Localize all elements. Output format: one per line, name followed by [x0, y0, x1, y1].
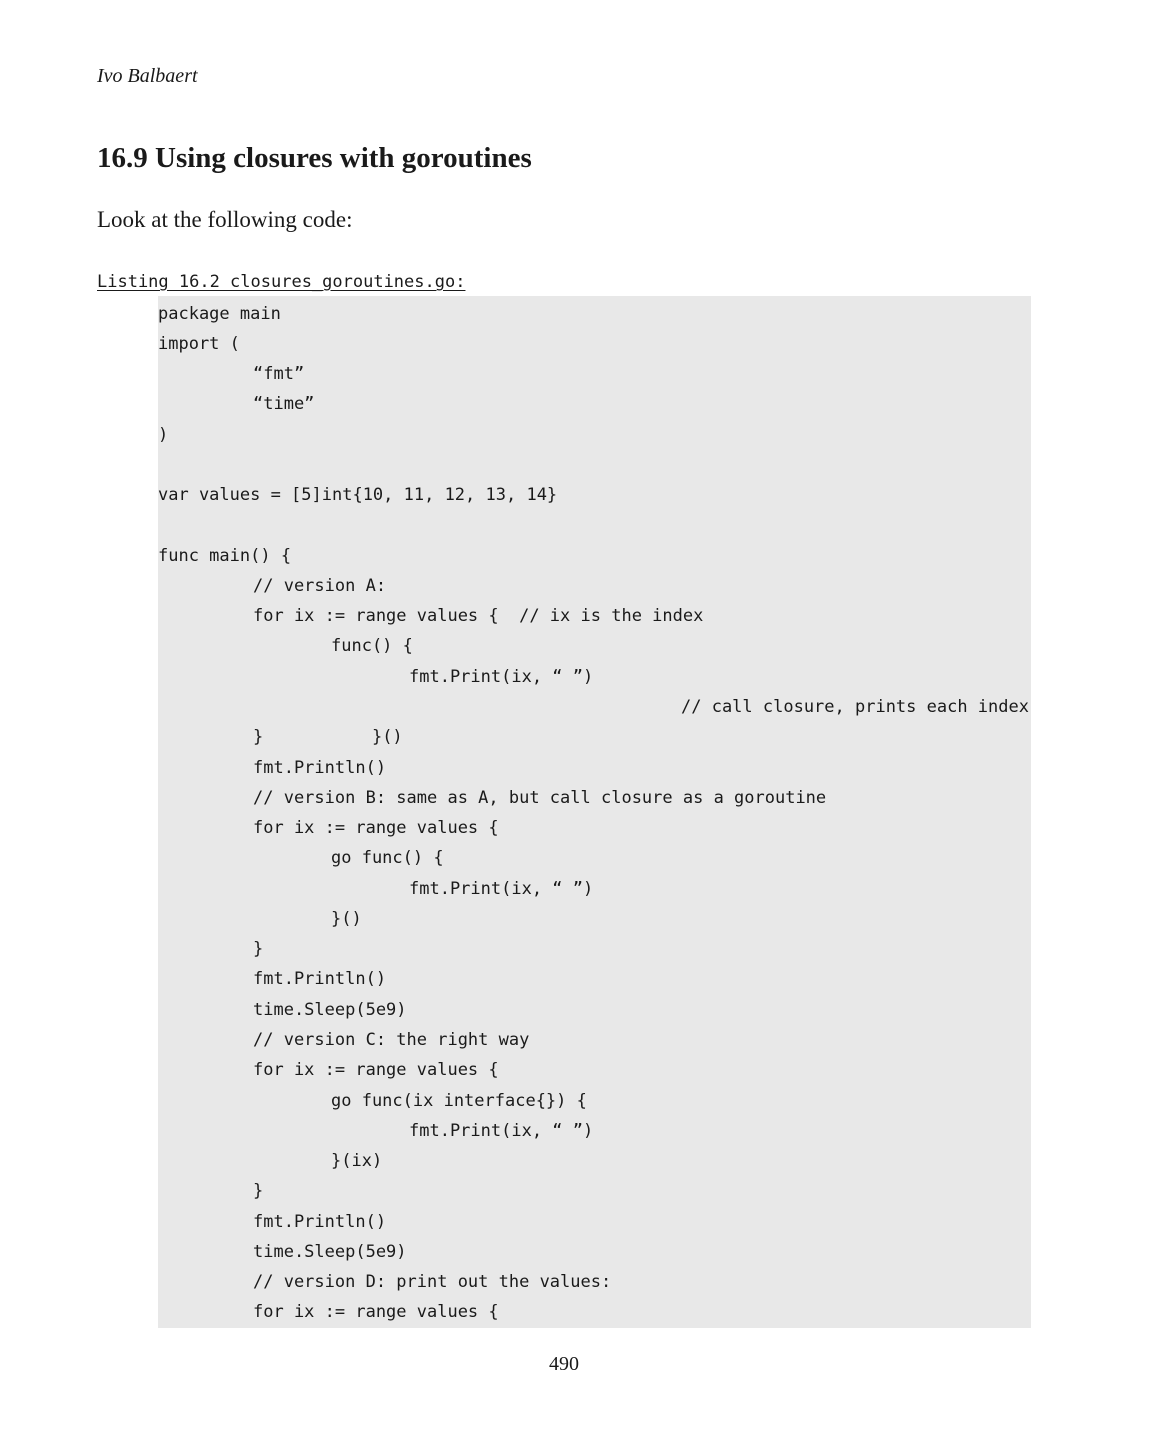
code-line: }(ix)	[331, 1151, 383, 1171]
page-number: 490	[549, 1353, 579, 1375]
code-line: fmt.Print(ix, “ ”)	[409, 879, 594, 899]
code-line: fmt.Print(ix, “ ”)	[409, 667, 594, 687]
code-line: }()	[331, 909, 362, 929]
code-line: var values = [5]int{10, 11, 12, 13, 14}	[158, 485, 558, 505]
inline-comment: // call closure, prints each index	[681, 697, 1029, 717]
intro-paragraph: Look at the following code:	[97, 207, 353, 232]
code-line: // version C: the right way	[253, 1030, 530, 1050]
code-line: for ix := range values {	[253, 1060, 499, 1080]
code-line: for ix := range values {	[253, 818, 499, 838]
code-line: time.Sleep(5e9)	[253, 1000, 407, 1020]
code-line: func main() {	[158, 546, 292, 566]
code-line: func() {	[331, 636, 413, 656]
code-line: fmt.Println()	[253, 1212, 387, 1232]
code-line: // version A:	[253, 576, 387, 596]
code-line: package main	[158, 304, 281, 324]
code-line: go func(ix interface{}) {	[331, 1091, 587, 1111]
code-line: fmt.Print(ix, “ ”)	[409, 1121, 594, 1141]
code-line: fmt.Println()	[253, 969, 387, 989]
code-block	[158, 296, 1031, 1328]
code-line: // version D: print out the values:	[253, 1272, 612, 1292]
section-title: 16.9 Using closures with goroutines	[97, 142, 532, 174]
code-line: }	[253, 727, 264, 747]
code-line: for ix := range values { // ix is the index	[253, 606, 704, 626]
code-line	[331, 692, 1031, 747]
code-line: for ix := range values {	[253, 1302, 499, 1322]
code-text: }()	[371, 727, 403, 747]
code-line: time.Sleep(5e9)	[253, 1242, 407, 1262]
code-line: import (	[158, 334, 240, 354]
code-line: go func() {	[331, 848, 444, 868]
running-head-author: Ivo Balbaert	[97, 65, 198, 87]
code-line: }	[253, 939, 264, 959]
code-line: fmt.Println()	[253, 758, 387, 778]
code-line: “fmt”	[253, 364, 305, 384]
code-line: }	[253, 1181, 264, 1201]
code-line: // version B: same as A, but call closure as a goroutine	[253, 788, 827, 808]
code-line: )	[158, 425, 169, 445]
code-line: “time”	[253, 394, 315, 414]
listing-caption: Listing 16.2 closures_goroutines.go:	[97, 272, 466, 292]
